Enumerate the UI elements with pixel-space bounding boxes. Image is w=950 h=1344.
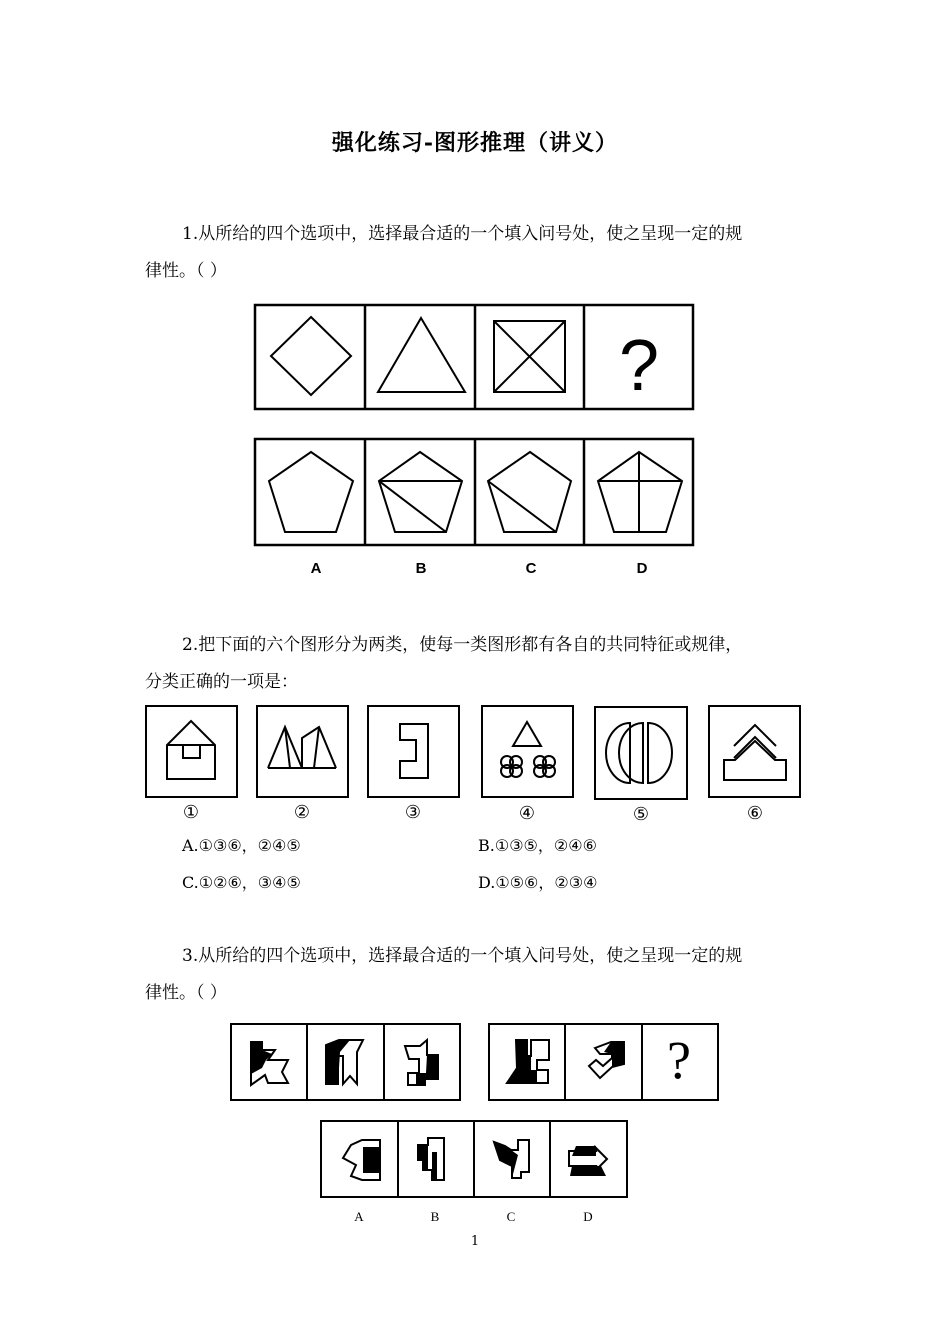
q3-option-c-shape — [494, 1140, 529, 1178]
q1-option-label-b: B — [415, 560, 427, 577]
q2-figure-label-4: ④ — [518, 803, 536, 824]
q2-figure-1 — [146, 706, 237, 797]
q1-square-x-shape — [494, 321, 565, 392]
q3-option-label-d: D — [583, 1209, 593, 1224]
page-title: 强化练习-图形推理（讲义） — [331, 130, 619, 156]
q2-figure-label-1: ① — [182, 802, 200, 823]
q1-option-label-c: C — [525, 560, 537, 577]
q2-figure-6 — [709, 706, 800, 797]
q3-stem-shape-3 — [405, 1040, 438, 1085]
q2-text-line2: 分类正确的一项是： — [145, 672, 298, 692]
q1-options-strip — [255, 439, 693, 545]
q1-option-label-d: D — [636, 560, 648, 577]
q2-figure-4 — [482, 706, 573, 797]
page-number: 1 — [470, 1234, 480, 1249]
q3-text-line1: 3.从所给的四个选项中，选择最合适的一个填入问号处，使之呈现一定的规 — [182, 946, 743, 966]
q2-option-d[interactable]: D.①⑤⑥，②③④ — [478, 873, 598, 892]
q3-stem-shape-5 — [589, 1042, 624, 1078]
q1-option-label-a: A — [310, 560, 322, 577]
q3-option-label-a: A — [354, 1209, 364, 1224]
q2-option-b[interactable]: B.①③⑤，②④⑥ — [478, 836, 597, 855]
q1-option-b-pentagon — [379, 452, 462, 532]
q1-text-line1: 1.从所给的四个选项中，选择最合适的一个填入问号处，使之呈现一定的规 — [182, 224, 743, 244]
q1-diamond-shape — [271, 317, 351, 395]
q1-triangle-shape — [378, 318, 465, 392]
q3-option-label-c: C — [506, 1209, 516, 1224]
q3-question-mark: ? — [667, 1030, 691, 1090]
q1-text-line2: 律性。（ ） — [145, 261, 227, 281]
q2-figure-3 — [368, 706, 459, 797]
q2-option-a[interactable]: A.①③⑥，②④⑤ — [182, 836, 301, 855]
q3-stem-shape-1 — [251, 1042, 288, 1085]
q2-figure-2 — [257, 706, 348, 797]
q1-option-c-pentagon — [488, 452, 571, 532]
q3-option-label-b: B — [430, 1209, 440, 1224]
q3-stem-shape-4 — [507, 1040, 549, 1083]
q3-option-d-shape — [569, 1146, 607, 1176]
q2-option-c[interactable]: C.①②⑥，③④⑤ — [182, 873, 301, 892]
q3-option-a-shape — [343, 1140, 380, 1180]
q2-text-line1: 2.把下面的六个图形分为两类，使每一类图形都有各自的共同特征或规律， — [182, 635, 743, 655]
q2-figure-label-2: ② — [293, 802, 311, 823]
q3-text-line2: 律性。（ ） — [145, 983, 227, 1003]
q2-figure-label-3: ③ — [404, 802, 422, 823]
q2-figure-5 — [595, 707, 687, 799]
q2-figure-label-5: ⑤ — [632, 804, 650, 825]
q3-option-b-shape — [418, 1138, 444, 1180]
q1-option-d-pentagon — [598, 452, 682, 532]
q1-question-mark: ? — [618, 326, 660, 406]
q1-option-a-pentagon — [269, 452, 353, 532]
q3-stem-shape-2 — [326, 1040, 363, 1084]
q2-figure-label-6: ⑥ — [746, 803, 764, 824]
